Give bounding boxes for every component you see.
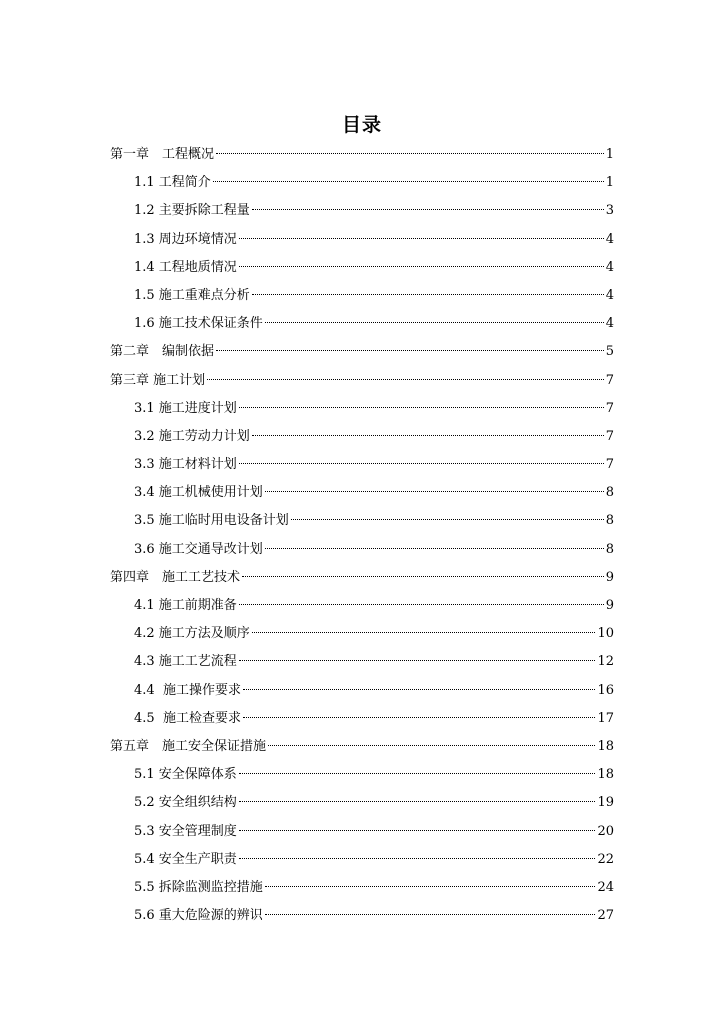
toc-section-entry[interactable] xyxy=(110,874,614,902)
toc-section-entry[interactable] xyxy=(110,789,614,817)
toc-section-entry[interactable] xyxy=(110,677,614,705)
toc-entry-label: 1.2 主要拆除工程量 xyxy=(134,203,250,219)
toc-page-number: 1 xyxy=(605,175,614,191)
toc-dot-leader xyxy=(239,830,596,831)
toc-page-number: 7 xyxy=(605,457,614,473)
toc-page-number: 9 xyxy=(605,569,614,585)
toc-page-number: 10 xyxy=(597,626,614,642)
toc-entry-label: 4.1 施工前期准备 xyxy=(134,598,237,613)
toc-chapter-entry[interactable] xyxy=(110,367,614,395)
toc-dot-leader xyxy=(243,689,596,690)
toc-entry-label: 4.5 施工检查要求 xyxy=(134,710,241,726)
toc-dot-leader xyxy=(239,604,604,605)
toc-dot-leader xyxy=(242,576,604,577)
toc-entry-label: 3.3 施工材料计划 xyxy=(134,457,237,473)
toc-dot-leader xyxy=(252,435,604,436)
toc-entry-label: 1.5 施工重难点分析 xyxy=(134,287,250,303)
toc-section-entry[interactable] xyxy=(110,902,614,930)
toc-page-number: 7 xyxy=(605,400,614,416)
toc-dot-leader xyxy=(213,181,604,182)
toc-entry-label: 1.1 工程简介 xyxy=(134,175,211,191)
toc-section-entry[interactable] xyxy=(110,479,614,507)
toc-dot-leader xyxy=(265,322,604,323)
toc-dot-leader xyxy=(243,717,596,718)
toc-entry-label: 5.2 安全组织结构 xyxy=(134,795,237,811)
toc-entry-label: 1.3 周边环境情况 xyxy=(134,231,237,247)
toc-dot-leader xyxy=(216,153,604,154)
toc-dot-leader xyxy=(265,491,604,492)
toc-page-number: 17 xyxy=(597,710,614,726)
toc-entry-label: 第一章 工程概况 xyxy=(110,147,215,162)
toc-entry-label: 3.1 施工进度计划 xyxy=(134,400,237,416)
toc-dot-leader xyxy=(239,407,604,408)
toc-dot-leader xyxy=(216,350,604,351)
toc-entry-label: 4.2 施工方法及顺序 xyxy=(134,626,250,642)
toc-page-number: 8 xyxy=(605,541,614,557)
toc-page-number: 24 xyxy=(597,879,614,895)
toc-page-number: 16 xyxy=(597,682,614,698)
toc-entry-label: 3.2 施工劳动力计划 xyxy=(134,428,250,444)
toc-chapter-entry[interactable] xyxy=(110,338,614,366)
toc-section-entry[interactable] xyxy=(110,818,614,846)
toc-entry-label: 4.3 施工工艺流程 xyxy=(134,654,237,670)
toc-page-number: 5 xyxy=(605,344,614,360)
toc-page-number: 7 xyxy=(605,428,614,444)
toc-dot-leader xyxy=(207,379,604,380)
toc-entry-label: 4.4 施工操作要求 xyxy=(134,682,241,698)
toc-section-entry[interactable] xyxy=(110,536,614,564)
toc-section-entry[interactable] xyxy=(110,507,614,535)
toc-page-number: 4 xyxy=(605,287,614,303)
toc-entry-label: 5.1 安全保障体系 xyxy=(134,767,237,783)
toc-dot-leader xyxy=(239,858,596,859)
toc-dot-leader xyxy=(239,238,604,239)
toc-page-number: 19 xyxy=(597,795,614,811)
toc-dot-leader xyxy=(291,519,604,520)
toc-page-number: 4 xyxy=(605,231,614,247)
toc-page-number: 3 xyxy=(605,203,614,219)
page-title: 目录 xyxy=(341,114,382,136)
toc-page-number: 8 xyxy=(605,485,614,501)
toc-page-number: 18 xyxy=(597,738,614,754)
toc-section-entry[interactable] xyxy=(110,592,614,620)
toc-section-entry[interactable] xyxy=(110,282,614,310)
toc-entry-label: 1.4 工程地质情况 xyxy=(134,259,237,275)
toc-entry-label: 第五章 施工安全保证措施 xyxy=(110,738,267,754)
toc-entry-label: 第三章 施工计划 xyxy=(110,372,206,388)
toc-dot-leader xyxy=(239,266,604,267)
toc-section-entry[interactable] xyxy=(110,423,614,451)
toc-page-number: 9 xyxy=(605,598,614,613)
toc-page-number: 12 xyxy=(597,654,614,670)
toc-page-number: 7 xyxy=(605,372,614,388)
toc-entry-label: 3.6 施工交通导改计划 xyxy=(134,541,263,557)
toc-page-number: 4 xyxy=(605,316,614,332)
toc-dot-leader xyxy=(239,773,596,774)
toc-dot-leader xyxy=(239,660,596,661)
toc-entry-label: 3.4 施工机械使用计划 xyxy=(134,485,263,501)
toc-page-number: 4 xyxy=(605,259,614,275)
toc-section-entry[interactable] xyxy=(110,761,614,789)
toc-section-entry[interactable] xyxy=(110,395,614,423)
toc-dot-leader xyxy=(252,632,596,633)
toc-entry-label: 5.6 重大危险源的辨识 xyxy=(134,908,263,924)
toc-section-entry[interactable] xyxy=(110,648,614,676)
toc-dot-leader xyxy=(265,548,604,549)
toc-dot-leader xyxy=(252,294,604,295)
toc-section-entry[interactable] xyxy=(110,226,614,254)
toc-entry-label: 1.6 施工技术保证条件 xyxy=(134,316,263,332)
toc-page-number: 20 xyxy=(597,823,614,839)
toc-page-number: 1 xyxy=(605,147,614,162)
toc-dot-leader xyxy=(252,209,604,210)
toc-dot-leader xyxy=(268,745,595,746)
toc-section-entry[interactable] xyxy=(110,310,614,338)
toc-page-number: 22 xyxy=(597,851,614,867)
toc-section-entry[interactable] xyxy=(110,169,614,197)
toc-chapter-entry[interactable] xyxy=(110,564,614,592)
toc-section-entry[interactable] xyxy=(110,254,614,282)
table-of-contents xyxy=(110,141,614,930)
toc-page-number: 27 xyxy=(597,908,614,924)
toc-section-entry[interactable] xyxy=(110,451,614,479)
toc-entry-label: 第二章 编制依据 xyxy=(110,344,215,360)
toc-entry-label: 第四章 施工工艺技术 xyxy=(110,569,241,585)
toc-dot-leader xyxy=(239,463,604,464)
toc-section-entry[interactable] xyxy=(110,620,614,648)
toc-page-number: 8 xyxy=(605,513,614,529)
toc-dot-leader xyxy=(265,886,596,887)
toc-entry-label: 5.4 安全生产职责 xyxy=(134,851,237,867)
toc-page-number: 18 xyxy=(597,767,614,783)
toc-entry-label: 5.3 安全管理制度 xyxy=(134,823,237,839)
toc-section-entry[interactable] xyxy=(110,846,614,874)
toc-entry-label: 5.5 拆除监测监控措施 xyxy=(134,879,263,895)
toc-section-entry[interactable] xyxy=(110,705,614,733)
toc-chapter-entry[interactable] xyxy=(110,733,614,761)
toc-chapter-entry[interactable] xyxy=(110,141,614,169)
toc-entry-label: 3.5 施工临时用电设备计划 xyxy=(134,513,289,529)
toc-dot-leader xyxy=(265,914,596,915)
toc-dot-leader xyxy=(239,801,596,802)
toc-section-entry[interactable] xyxy=(110,197,614,225)
